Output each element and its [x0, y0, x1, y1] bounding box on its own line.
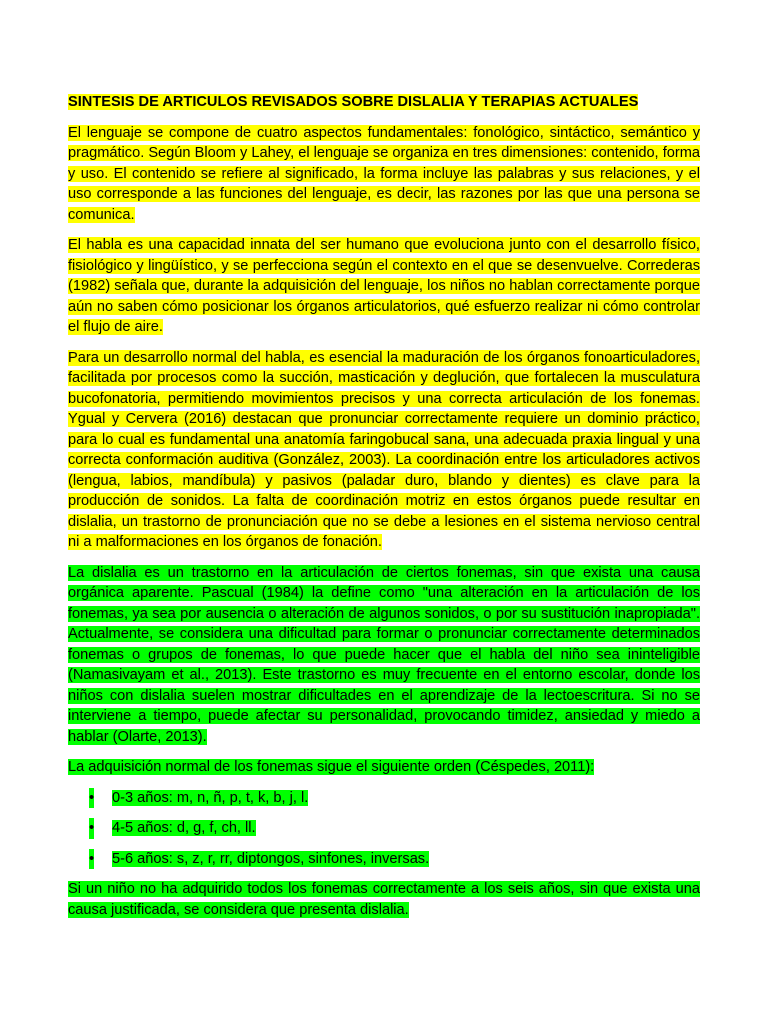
paragraph-language-aspects-text: El lenguaje se compone de cuatro aspectos fundamentales: fonológico, sintáctico, semántico y pragmático. Según Bloom y Lahey, el lenguaje se organiza en tres dimensiones: contenido, forma y uso. El contenido se refiere al significado, la forma incluye las palabras y sus relaciones, y el uso corresponde a las funciones del lenguaje, es decir, las razones por las que una persona se comunica. — [68, 124, 700, 223]
paragraph-phoneme-order-intro-text: La adquisición normal de los fonemas sigue el siguiente orden (Céspedes, 2011): — [68, 759, 595, 775]
document-title-text: SINTESIS DE ARTICULOS REVISADOS SOBRE DISLALIA Y TERAPIAS ACTUALES — [68, 94, 639, 110]
bullet-icon: • — [89, 849, 94, 870]
paragraph-phonoarticulatory-organs — [68, 348, 700, 553]
list-item-text: 4-5 años: d, g, f, ch, ll. — [112, 820, 256, 836]
document-page — [68, 92, 700, 920]
paragraph-closing — [68, 879, 700, 920]
bullet-icon: • — [89, 788, 94, 809]
paragraph-speech-development-text: El habla es una capacidad innata del ser humano que evoluciona junto con el desarrollo físico, fisiológico y lingüístico, y se perfecciona según el contexto en el que se desenvuelve. Correderas (1982) señala que, durante la adquisición del lenguaje, los niños no hablan correctamente porque aún no saben cómo posicionar los órganos articulatorios, qué esfuerzo realizar ni cómo controlar el flujo de aire. — [68, 237, 700, 335]
paragraph-dyslalia-definition — [68, 563, 700, 748]
bullet-icon: • — [89, 818, 94, 839]
paragraph-closing-text: Si un niño no ha adquirido todos los fonemas correctamente a los seis años, sin que exista una causa justificada, se considera que presenta dislalia. — [68, 881, 700, 918]
phoneme-acquisition-list — [68, 788, 700, 870]
paragraph-phoneme-order-intro — [68, 757, 700, 778]
list-item-text: 0-3 años: m, n, ñ, p, t, k, b, j, l. — [112, 789, 309, 806]
paragraph-dyslalia-definition-text: La dislalia es un trastorno en la articulación de ciertos fonemas, sin que exista una causa orgánica aparente. Pascual (1984) la define como "una alteración en la articulación de los fonemas, ya sea por ausencia o alteración de algunos sonidos, o por su sustitución inapropiada". Actualmente, se considera una dificultad para formar o pronunciar correctamente determinados fonemas o grupos de fonemas, lo que puede hacer que el habla del niño sea ininteligible (Namasivayam et al., 2013). Este trastorno es muy frecuente en el entorno escolar, donde los niños con dislalia suelen mostrar dificultades en el aprendizaje de la lectoescritura. Si no se interviene a tiempo, puede afectar su personalidad, provocando timidez, ansiedad y miedo a hablar (Olarte, 2013). — [68, 564, 700, 745]
list-item — [68, 818, 700, 839]
paragraph-speech-development — [68, 235, 700, 338]
list-item-text: 5-6 años: s, z, r, rr, diptongos, sinfones, inversas. — [112, 850, 430, 867]
paragraph-language-aspects — [68, 123, 700, 226]
list-item — [68, 849, 700, 870]
paragraph-phonoarticulatory-organs-text: Para un desarrollo normal del habla, es esencial la maduración de los órganos fonoarticuladores, facilitada por procesos como la succión, masticación y deglución, que fortalecen la musculatura bucofonatoria, permitiendo movimientos precisos y una correcta articulación de los fonemas. Ygual y Cervera (2016) destacan que pronunciar correctamente requiere un dominio práctico, para lo cual es fundamental una anatomía faringobucal sana, una adecuada praxia lingual y una correcta conformación auditiva (González, 2003). La coordinación entre los articuladores activos (lengua, labios, mandíbula) y pasivos (paladar duro, blando y dientes) es clave para la producción de sonidos. La falta de coordinación motriz en estos órganos puede resultar en dislalia, un trastorno de pronunciación que no se debe a lesiones en el sistema nervioso central ni a malformaciones en los órganos de fonación. — [68, 349, 700, 550]
document-title — [68, 92, 700, 113]
list-item — [68, 788, 700, 809]
